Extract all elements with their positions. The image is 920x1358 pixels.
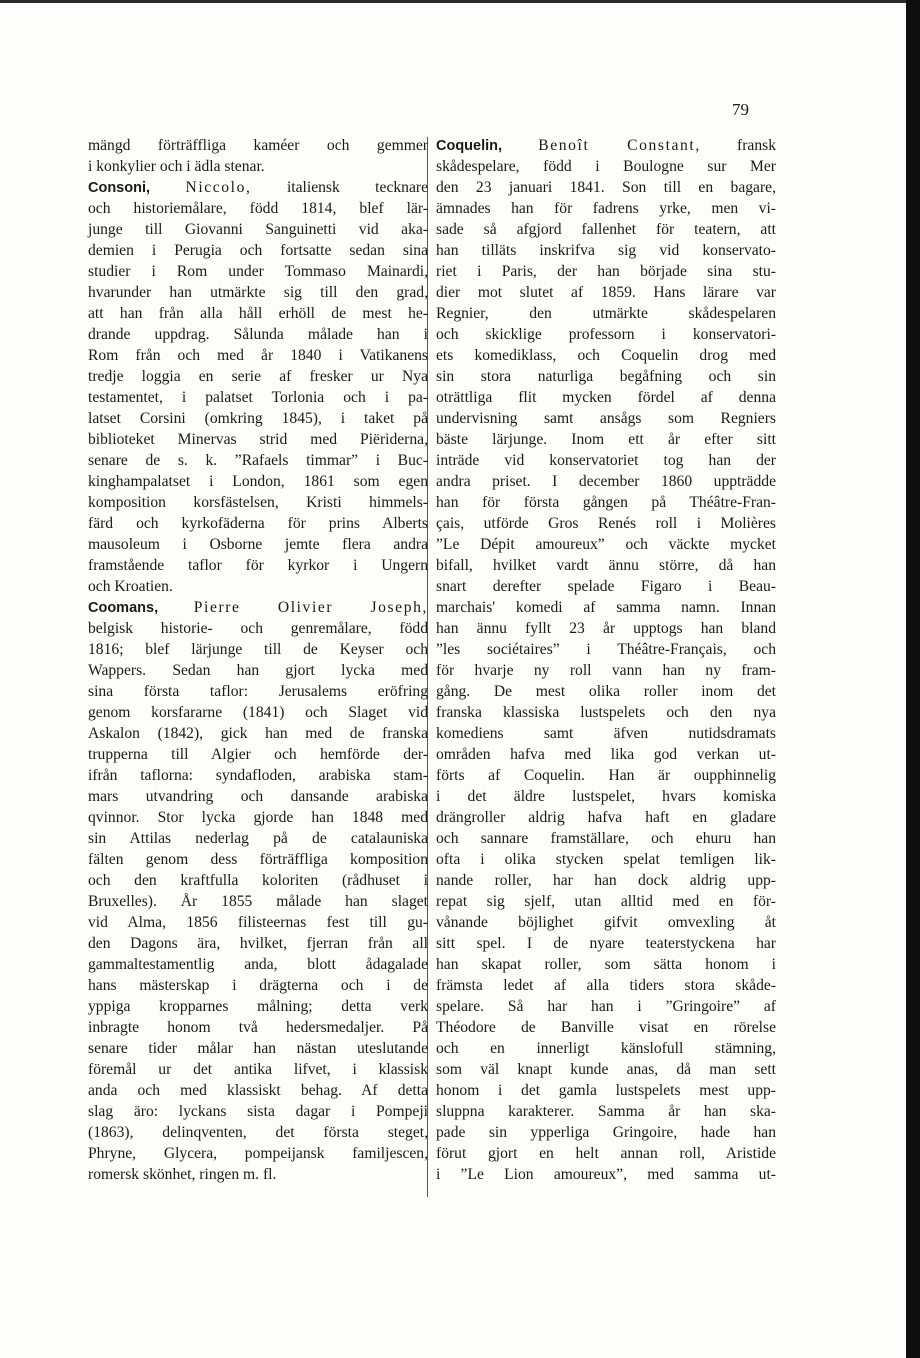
text-line: bäste lärjunge. Inom ett år efter sitt [436, 431, 776, 448]
text-line: den Dagons ära, hvilket, fjerran från all [88, 935, 428, 952]
text-line: gammaltestamentlig anda, blott ådagalade [88, 956, 428, 973]
text-line: ifrån taflorna: syndafloden, arabiska stam- [88, 767, 428, 784]
text-line: sin Attilas nederlag på de catalauniska [88, 830, 428, 847]
text-line: och sannare framställare, och ehuru han [436, 830, 776, 847]
text-line: (1863), delinqventen, det första steget, [88, 1124, 428, 1141]
text-line: främsta ledet af alla tiders stora skåde- [436, 977, 776, 994]
text-line: trupperna till Algier och hemförde der- [88, 746, 428, 763]
entry-description: italiensk tecknare [286, 179, 428, 196]
text-line: sitt spel. I de nyare teaterstyckena har [436, 935, 776, 952]
text-line: vid Alma, 1856 filisteernas fest till gu- [88, 914, 428, 931]
text-line: Phryne, Glycera, pompeijansk familjescen, [88, 1145, 428, 1162]
text-line: spelare. Så har han i ”Gringoire” af [436, 998, 776, 1015]
text-line: fälten genom dess förträffliga komposition [88, 851, 428, 868]
left-column [88, 135, 428, 1185]
text-line: junge till Giovanni Sanguinetti vid aka- [88, 221, 428, 238]
text-line: drängroller aldrig hafva haft en gladare [436, 809, 776, 826]
text-line: sade så afgjord fallenhet för teatern, att [436, 221, 776, 238]
entry-given-name: Niccolo, [185, 179, 252, 196]
text-line: inträde vid konservatoriet tog han der [436, 452, 776, 469]
scan-edge-top [0, 0, 920, 3]
text-line: förts af Coquelin. Han är oupphinnelig [436, 767, 776, 784]
text-line: Bruxelles). År 1855 målade han slaget [88, 893, 428, 910]
text-line: han skapat roller, som sätta honom i [436, 956, 776, 973]
text-line: tredje loggia en serie af fresker ur Nya [88, 368, 428, 385]
text-line: latset Corsini (omkring 1845), i taket på [88, 410, 428, 427]
text-line: och skicklige professorn i konservatori- [436, 326, 776, 343]
text-line: hvarunder han utmärkte sig till den grad, [88, 284, 428, 301]
text-line: kinghampalatset i London, 1861 som egen [88, 473, 428, 490]
text-line: genom korsfararne (1841) och Slaget vid [88, 704, 428, 721]
text-line: Regnier, den utmärkte skådespelaren [436, 305, 776, 322]
text-line: den 23 januari 1841. Son till en bagare, [436, 179, 776, 196]
text-line: ”Le Dépit amoureux” och väckte mycket [436, 536, 776, 553]
text-line: inbragte honom två hedersmedaljer. På [88, 1019, 428, 1036]
text-line: slag äro: lyckans sista dagar i Pompeji [88, 1103, 428, 1120]
text-line: biblioteket Minervas strid med Piëriderna, [88, 431, 428, 448]
text-line: mausoleum i Osborne jemte flera andra [88, 536, 428, 553]
text-line: undervisning samt ansågs som Regniers [436, 410, 776, 427]
text-line: riet i Paris, der han började sina stu- [436, 263, 776, 280]
text-line: ets komediklass, och Coquelin drog med [436, 347, 776, 364]
text-line: demien i Perugia och fortsatte sedan sina [88, 242, 428, 259]
text-line: drande uppdrag. Sålunda målade han i [88, 326, 428, 343]
text-line: och historiemålare, född 1814, blef lär- [88, 200, 428, 217]
entry-headword: Consoni, [88, 180, 151, 196]
text-line: skådespelare, född i Boulogne sur Mer [436, 158, 776, 175]
text-line: snart derefter spelade Figaro i Beau- [436, 578, 776, 595]
text-line: och en innerligt känslofull stämning, [436, 1040, 776, 1057]
text-line: sluppna karakterer. Samma år han ska- [436, 1103, 776, 1120]
page-number: 79 [732, 100, 749, 119]
text-line: anda och med klassiskt behag. Af detta [88, 1082, 428, 1099]
text-line: Rom från och med år 1840 i Vatikanens [88, 347, 428, 364]
text-line: mars utvandring och dansande arabiska [88, 788, 428, 805]
text-line: komediens samt äfven nutidsdramats [436, 725, 776, 742]
entry-headword: Coquelin, [436, 138, 503, 154]
right-column [436, 135, 776, 1185]
text-line: gång. De mest olika roller inom det [436, 683, 776, 700]
text-line: senare de s. k. ”Rafaels timmar” i Buc- [88, 452, 428, 469]
text-line: honom i det gamla lustspelets mest upp- [436, 1082, 776, 1099]
text-line: komposition korsfästelsen, Kristi himmels- [88, 494, 428, 511]
text-line: repat sig sjelf, utan alltid med en för- [436, 893, 776, 910]
text-line: förut gjort en helt annan roll, Aristide [436, 1145, 776, 1162]
text-line: Askalon (1842), gick han med de franska [88, 725, 428, 742]
text-line: franska klassiska lustspelets och den nya [436, 704, 776, 721]
text-line: 1816; blef lärjunge till de Keyser och [88, 641, 428, 658]
text-line: som väl knapt kunde anas, då man sett [436, 1061, 776, 1078]
entry-first-line [88, 597, 428, 618]
text-line: qvinnor. Stor lycka gjorde han 1848 med [88, 809, 428, 826]
scan-edge-right [906, 0, 920, 1358]
text-line: hans mästerskap i drägterna och i de [88, 977, 428, 994]
text-line: vånande böjlighet gifvit omvexling åt [436, 914, 776, 931]
entry-first-line [436, 135, 776, 156]
text-line: Théodore de Banville visat en rörelse [436, 1019, 776, 1036]
text-line: och den kraftfulla koloriten (rådhuset i [88, 872, 428, 889]
text-line: att han från alla håll erhöll de mest he- [88, 305, 428, 322]
text-line: ofta i olika stycken spelat temligen lik- [436, 851, 776, 868]
text-line: yppiga kropparnes målning; detta verk [88, 998, 428, 1015]
entry-given-name: Pierre Olivier Joseph, [193, 599, 428, 616]
text-line: oträttliga flit mycken fördel af denna [436, 389, 776, 406]
text-line: marchais' komedi af samma namn. Innan [436, 599, 776, 616]
text-line: andra priset. I december 1860 uppträdde [436, 473, 776, 490]
text-line: çais, utförde Gros Renés roll i Molières [436, 515, 776, 532]
text-line: bifall, hvilket vardt ännu större, då han [436, 557, 776, 574]
text-line: dier mot slutet af 1859. Hans lärare var [436, 284, 776, 301]
text-line: studier i Rom under Tommaso Mainardi, [88, 263, 428, 280]
text-line: i det äldre lustspelet, hvars komiska [436, 788, 776, 805]
text-line: i konkylier och i ädla stenar. [88, 158, 265, 175]
text-line: han ännu fyllt 23 år upptogs han bland [436, 620, 776, 637]
text-line: romersk skönhet, ringen m. fl. [88, 1166, 277, 1183]
text-line: han tilläts inskrifva sig vid konservato- [436, 242, 776, 259]
text-line: områden hafva med lika god verkan ut- [436, 746, 776, 763]
text-line: ämnades han för fadrens yrke, men vi- [436, 200, 776, 217]
text-line: färd och kyrkofäderna för prins Alberts [88, 515, 428, 532]
text-line: senare tider målar han nästan uteslutande [88, 1040, 428, 1057]
text-line: belgisk historie- och genremålare, född [88, 620, 428, 637]
text-line: Wappers. Sedan han gjort lycka med [88, 662, 428, 679]
text-line: sina första taflor: Jerusalems eröfring [88, 683, 428, 700]
text-line: mängd förträffliga kaméer och gemmer [88, 137, 428, 154]
text-line: nande roller, har han dock aldrig upp- [436, 872, 776, 889]
entry-headword: Coomans, [88, 600, 159, 616]
text-line: och Kroatien. [88, 578, 173, 595]
text-line: föremål ur det antika lifvet, i klassisk [88, 1061, 428, 1078]
text-line: i ”Le Lion amoureux”, med samma ut- [436, 1166, 776, 1183]
text-line: för hvarje ny roll vann han ny fram- [436, 662, 776, 679]
text-line: testamentet, i palatset Torlonia och i pa- [88, 389, 428, 406]
text-line: sin stora naturliga begåfning och sin [436, 368, 776, 385]
text-line: framstående taflor för kyrkor i Ungern [88, 557, 428, 574]
text-line: han för första gången på Théâtre-Fran- [436, 494, 776, 511]
text-line: pade sin ypperliga Gringoire, hade han [436, 1124, 776, 1141]
text-line: ”les sociétaires” i Théâtre-Français, och [436, 641, 776, 658]
entry-given-name: Benoît Constant, [538, 137, 701, 154]
entry-first-line [88, 177, 428, 198]
entry-description: fransk [737, 137, 776, 154]
